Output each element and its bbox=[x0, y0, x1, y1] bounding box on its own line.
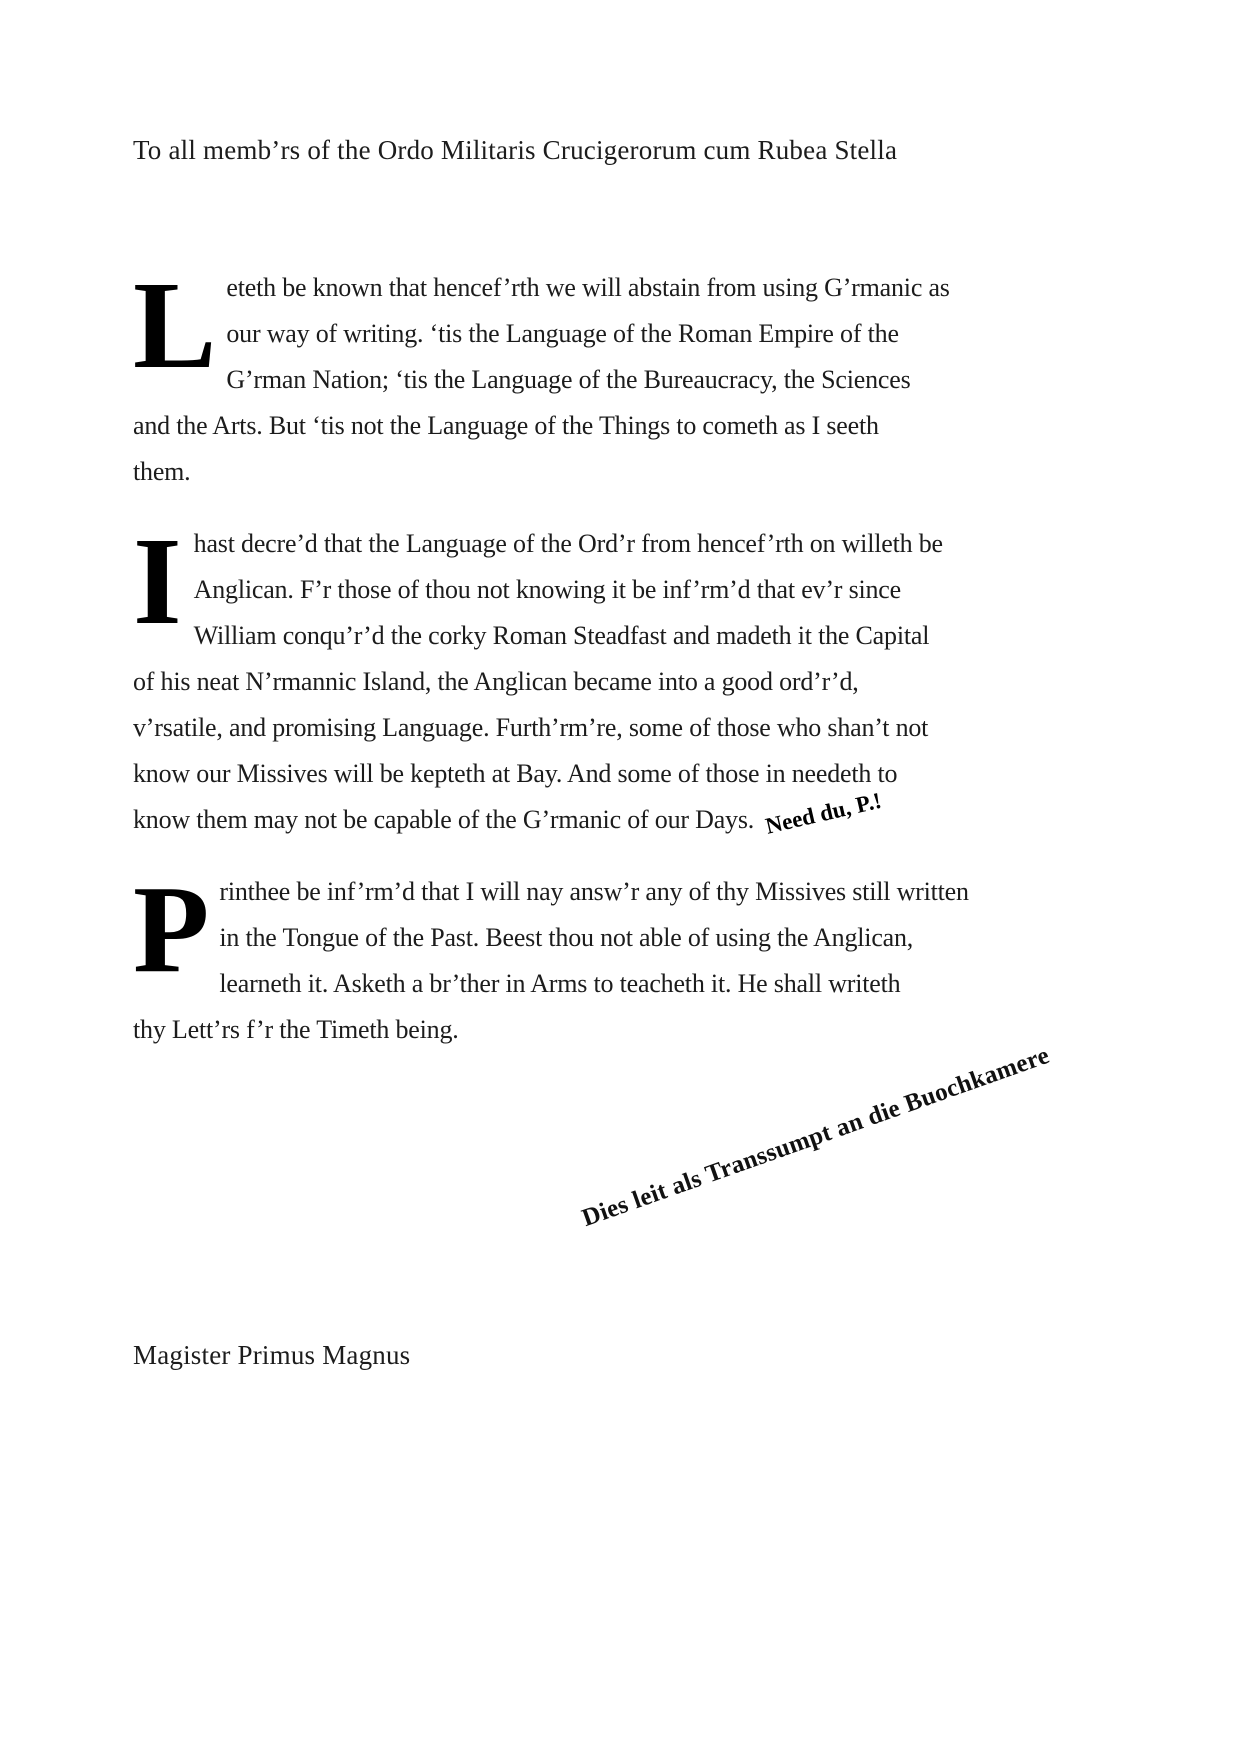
body-line: learneth it. Asketh a br’ther in Arms to teacheth it. He shall writeth bbox=[219, 969, 901, 998]
diagonal-archive-note: Dies leit als Transsumpt an die Buochkamere bbox=[578, 1041, 1053, 1233]
body-line: our way of writing. ‘tis the Language of the Roman Empire of the bbox=[226, 319, 899, 348]
paragraph-1 bbox=[133, 257, 991, 495]
body-line: Anglican. F’r those of thou not knowing it be inf’rm’d that ev’r since bbox=[193, 575, 901, 604]
drop-cap-I: I bbox=[133, 513, 180, 651]
body-line: thy Lett’rs f’r the Timeth being. bbox=[133, 1015, 459, 1044]
letter-body bbox=[133, 130, 991, 1079]
letter-salutation: To all memb’rs of the Ordo Militaris Crucigerorum cum Rubea Stella bbox=[133, 135, 898, 165]
body-line: eteth be known that hencef’rth we will abstain from using G’rmanic as bbox=[226, 273, 950, 302]
body-line: and the Arts. But ‘tis not the Language of the Things to cometh as I seeth bbox=[133, 411, 879, 440]
body-line: v’rsatile, and promising Language. Furth’rm’re, some of those who shan’t not bbox=[133, 713, 929, 742]
drop-cap-L: L bbox=[133, 257, 215, 395]
body-line: them. bbox=[133, 457, 191, 486]
body-line: G’rman Nation; ‘tis the Language of the Bureaucracy, the Sciences bbox=[226, 365, 911, 394]
body-line: in the Tongue of the Past. Beest thou not able of using the Anglican, bbox=[219, 923, 914, 952]
paragraph-3 bbox=[133, 861, 991, 1053]
body-line: of his neat N’rmannic Island, the Anglican became into a good ord’r’d, bbox=[133, 667, 859, 696]
handwritten-margin-note: Need du, P.! bbox=[763, 787, 884, 839]
body-line: know our Missives will be kepteth at Bay. And some of those in needeth to bbox=[133, 759, 898, 788]
body-line: William conqu’r’d the corky Roman Steadfast and madeth it the Capital bbox=[193, 621, 930, 650]
body-line: hast decre’d that the Language of the Ord’r from hencef’rth on willeth be bbox=[193, 529, 943, 558]
body-line: rinthee be inf’rm’d that I will nay answ’r any of thy Missives still written bbox=[219, 877, 969, 906]
body-line: know them may not be capable of the G’rmanic of our Days. bbox=[133, 805, 755, 834]
drop-cap-P: P bbox=[133, 861, 208, 999]
signature: Magister Primus Magnus bbox=[133, 1340, 411, 1370]
